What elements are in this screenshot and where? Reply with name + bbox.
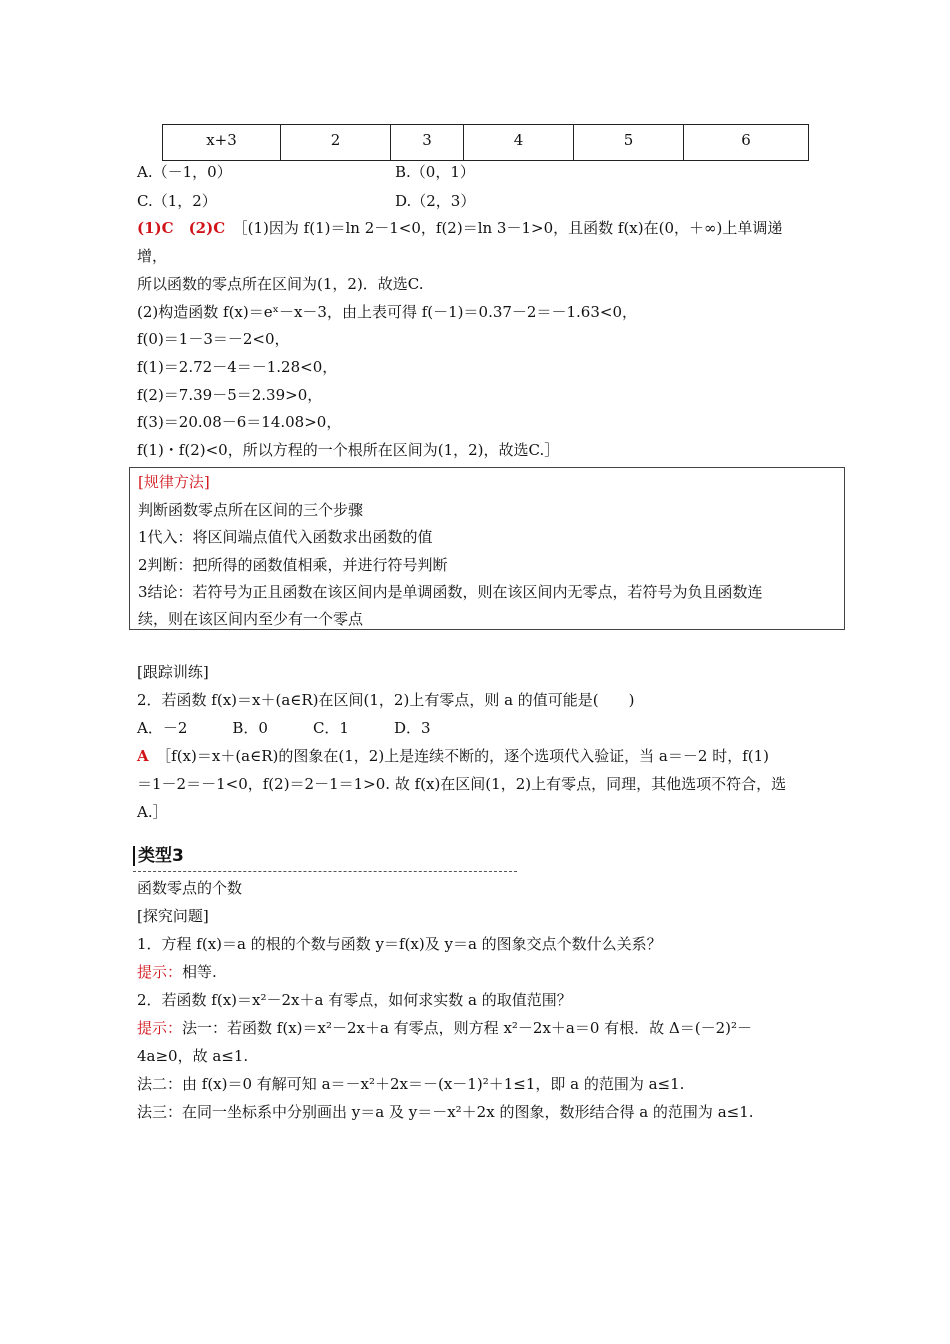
option-b: B.（0，1） xyxy=(395,163,475,181)
answer-line: 所以函数的零点所在区间为(1，2)．故选C. xyxy=(137,275,424,293)
step-text: 结论：若符号为正且函数在该区间内是单调函数，则在该区间内无零点，若符号为负且函数连 xyxy=(147,583,763,601)
section-heading: 类型3 xyxy=(133,846,184,866)
explore-question: 2．若函数 f(x)＝x²－2x＋a 有零点，如何求实数 a 的取值范围？ xyxy=(137,991,572,1009)
step-text: 代入：将区间端点值代入函数求出函数的值 xyxy=(147,528,433,546)
hint-line xyxy=(137,962,217,982)
value-table xyxy=(162,124,809,161)
option-a: A.（－1，0） xyxy=(137,163,232,181)
answer-text: ［(1)因为 f(1)＝ln 2－1<0，f(2)＝ln 3－1>0，且函数 f(x)在(0，＋∞)上单调递 xyxy=(240,219,783,237)
explore-title: [探究问题] xyxy=(137,907,209,925)
hint-line xyxy=(137,1018,752,1038)
method-line: 续，则在该区间内至少有一个零点 xyxy=(138,610,364,628)
answer-label: (1)C (2)C xyxy=(137,219,226,237)
answer-text: ［f(x)＝x＋(a∈R)的图象在(1，2)上是连续不断的，逐个选项代入验证，当 a＝－2 时，f(1) xyxy=(163,747,769,765)
hint-label: 提示： xyxy=(137,963,183,981)
hint-line: 法三：在同一坐标系中分别画出 y＝a 及 y＝－x²＋2x 的图象，数形结合得 a 的范围为 a≤1. xyxy=(137,1103,754,1121)
table-cell: 5 xyxy=(574,125,684,161)
training-options: A．－2 B．0 C．1 D．3 xyxy=(137,719,431,737)
hint-text: 相等. xyxy=(182,963,217,981)
method-title: [规律方法] xyxy=(138,473,210,491)
hint-text: 法一：若函数 f(x)＝x²－2x＋a 有零点，则方程 x²－2x＋a＝0 有根．故 Δ＝(－2)²－ xyxy=(182,1019,753,1037)
section-subtitle: 函数零点的个数 xyxy=(137,879,243,897)
method-box xyxy=(129,467,845,630)
table-row xyxy=(163,125,809,161)
answer-line: f(1)＝2.72－4＝－1.28<0， xyxy=(137,358,338,376)
answer-label: A xyxy=(137,747,149,765)
step-text: 判断：把所得的函数值相乘，并进行符号判断 xyxy=(147,556,448,574)
option-c: C.（1，2） xyxy=(137,192,217,210)
answer-line: f(1)・f(2)<0，所以方程的一个根所在区间为(1，2)，故选C.］ xyxy=(137,441,560,459)
step-number: 1 xyxy=(138,528,148,546)
answer-line: f(0)＝1－3＝－2<0， xyxy=(137,330,290,348)
answer-line: 增， xyxy=(137,247,168,265)
hint-label: 提示： xyxy=(137,1019,183,1037)
method-step xyxy=(138,555,448,575)
table-cell: x+3 xyxy=(163,125,281,161)
training-question: 2．若函数 f(x)＝x＋(a∈R)在区间(1，2)上有零点，则 a 的值可能是( ) xyxy=(137,691,635,709)
method-step xyxy=(138,582,763,602)
hint-line: 4a≥0，故 a≤1. xyxy=(137,1047,249,1065)
answer-line xyxy=(137,218,782,238)
section-divider xyxy=(133,871,517,872)
table-cell: 4 xyxy=(464,125,574,161)
step-number: 2 xyxy=(138,556,148,574)
answer-line: f(3)＝20.08－6＝14.08>0， xyxy=(137,413,342,431)
answer-line: f(2)＝7.39－5＝2.39>0， xyxy=(137,386,323,404)
hint-line: 法二：由 f(x)＝0 有解可知 a＝－x²＋2x＝－(x－1)²＋1≤1，即 a 的范围为 a≤1. xyxy=(137,1075,685,1093)
method-line: 判断函数零点所在区间的三个步骤 xyxy=(138,501,364,519)
method-step xyxy=(138,527,433,547)
table-cell: 3 xyxy=(391,125,464,161)
training-title: [跟踪训练] xyxy=(137,663,209,681)
training-answer-line: A.］ xyxy=(137,803,168,821)
explore-question: 1．方程 f(x)＝a 的根的个数与函数 y＝f(x)及 y＝a 的图象交点个数什么关系？ xyxy=(137,935,662,953)
table-cell: 2 xyxy=(281,125,391,161)
training-answer xyxy=(137,746,769,766)
option-d: D.（2，3） xyxy=(395,192,476,210)
table-cell: 6 xyxy=(684,125,809,161)
step-number: 3 xyxy=(138,583,148,601)
answer-line: (2)构造函数 f(x)＝eˣ－x－3，由上表可得 f(－1)＝0.37－2＝－1.63<0， xyxy=(137,303,637,321)
training-answer-line: ＝1－2＝－1<0，f(2)＝2－1＝1>0. 故 f(x)在区间(1，2)上有零点，同理，其他选项不符合，选 xyxy=(137,775,787,793)
